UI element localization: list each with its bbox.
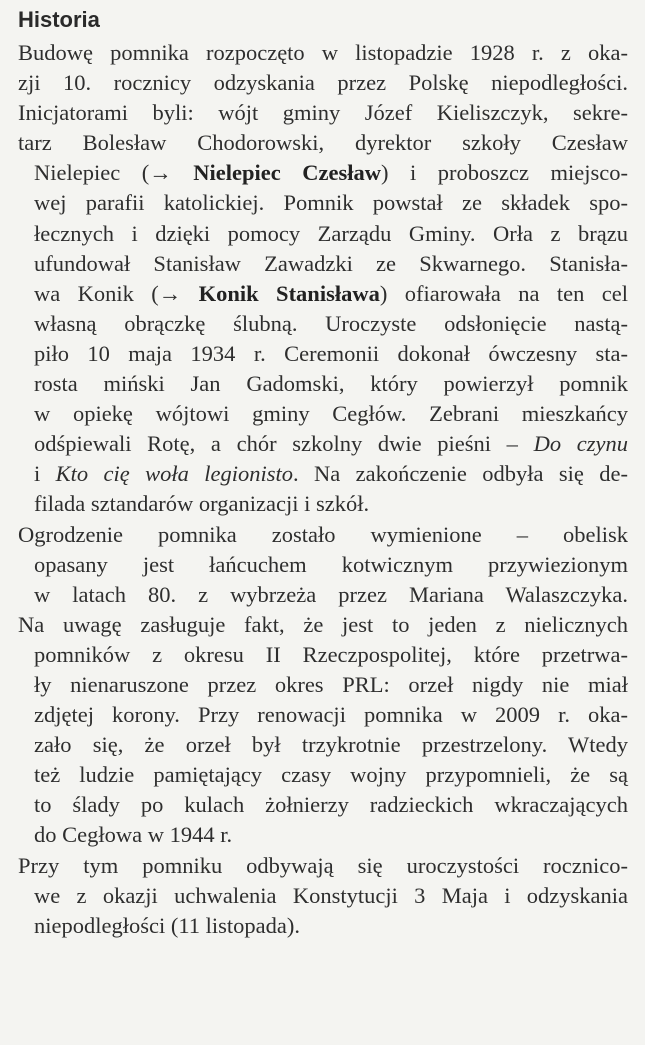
song-title-do-czynu: Do czynu: [533, 431, 629, 457]
text-line: tarz Bolesław Chodorowski, dyrektor szkoły Czesław: [18, 130, 628, 156]
text-line: Przy tym pomniku odbywają się uroczystości rocznico-: [18, 852, 628, 878]
cross-reference-konik: Konik Stanisława: [198, 280, 380, 306]
text-line: [18, 459, 628, 489]
text-line: [18, 158, 628, 188]
text-run: wa Konik (→: [34, 280, 199, 306]
text-run: odśpiewali Rotę, a chór szkolny dwie pieśni –: [34, 431, 534, 457]
text-run: . Na zakończenie odbyła się de-: [293, 461, 628, 487]
text-line: zdjętej korony. Przy renowacji pomnika w 2009 r. oka-: [34, 702, 628, 728]
text-line: do Cegłowa w 1944 r.: [34, 822, 233, 848]
text-line: rosta miński Jan Gadomski, który powierzył pomnik: [34, 371, 628, 397]
text-line: filada sztandarów organizacji i szkół.: [34, 491, 370, 517]
text-line: Budowę pomnika rozpoczęto w listopadzie 1928 r. z oka-: [18, 40, 628, 65]
text-line: ufundował Stanisław Zawadzki ze Skwarnego. Stanisła-: [34, 250, 628, 276]
text-line: zało się, że orzeł był trzykrotnie przestrzelony. Wtedy: [34, 732, 628, 758]
text-line: łecznych i dzięki pomocy Zarządu Gminy. Orła z brązu: [34, 220, 628, 246]
song-title-kto-cie-wola: Kto cię woła legionisto: [55, 461, 294, 487]
text-line: ły nienaruszone przez okres PRL: orzeł nigdy nie miał: [34, 671, 628, 697]
text-line: własną obrączkę ślubną. Uroczyste odsłonięcie nastą-: [34, 310, 628, 336]
text-line: niepodległości (11 listopada).: [34, 912, 300, 938]
text-line: w latach 80. z wybrzeża przez Mariana Walaszczyka.: [34, 581, 628, 607]
text-line: [18, 279, 628, 309]
text-line: zji 10. rocznicy odzyskania przez Polskę niepodległości.: [18, 70, 628, 96]
text-run: ) ofiarowała na ten cel: [379, 280, 629, 306]
text-line: pomników z okresu II Rzeczpospolitej, które przetrwa-: [34, 641, 628, 667]
text-line: opasany jest łańcuchem kotwicznym przywiezionym: [34, 551, 628, 577]
text-line: to ślady po kulach żołnierzy radzieckich wkraczających: [34, 792, 628, 818]
text-line: Inicjatorami byli: wójt gminy Józef Kieliszczyk, sekre-: [18, 100, 628, 126]
text-line: też ludzie pamiętający czasy wojny przypomnieli, że są: [34, 762, 628, 788]
text-run: ) i proboszcz miejsco-: [380, 160, 628, 186]
text-line: Ogrodzenie pomnika zostało wymienione – obelisk: [18, 521, 628, 547]
text-line: w opiekę wójtowi gminy Cegłów. Zebrani mieszkańcy: [34, 401, 628, 427]
text-line: [18, 429, 628, 459]
text-run: i: [34, 461, 56, 487]
text-line: Na uwagę zasługuje fakt, że jest to jeden z nielicznych: [18, 611, 628, 637]
text-line: we z okazji uchwalenia Konstytucji 3 Maja i odzyskania: [34, 882, 628, 908]
section-heading: Historia: [18, 7, 100, 32]
cross-reference-nielepiec: Nielepiec Czesław: [193, 160, 381, 186]
text-line: wej parafii katolickiej. Pomnik powstał ze składek spo-: [34, 190, 628, 216]
section-body: [18, 38, 628, 941]
text-line: piło 10 maja 1934 r. Ceremonii dokonał ówczesny sta-: [34, 340, 628, 366]
text-run: Nielepiec (→: [34, 160, 194, 186]
